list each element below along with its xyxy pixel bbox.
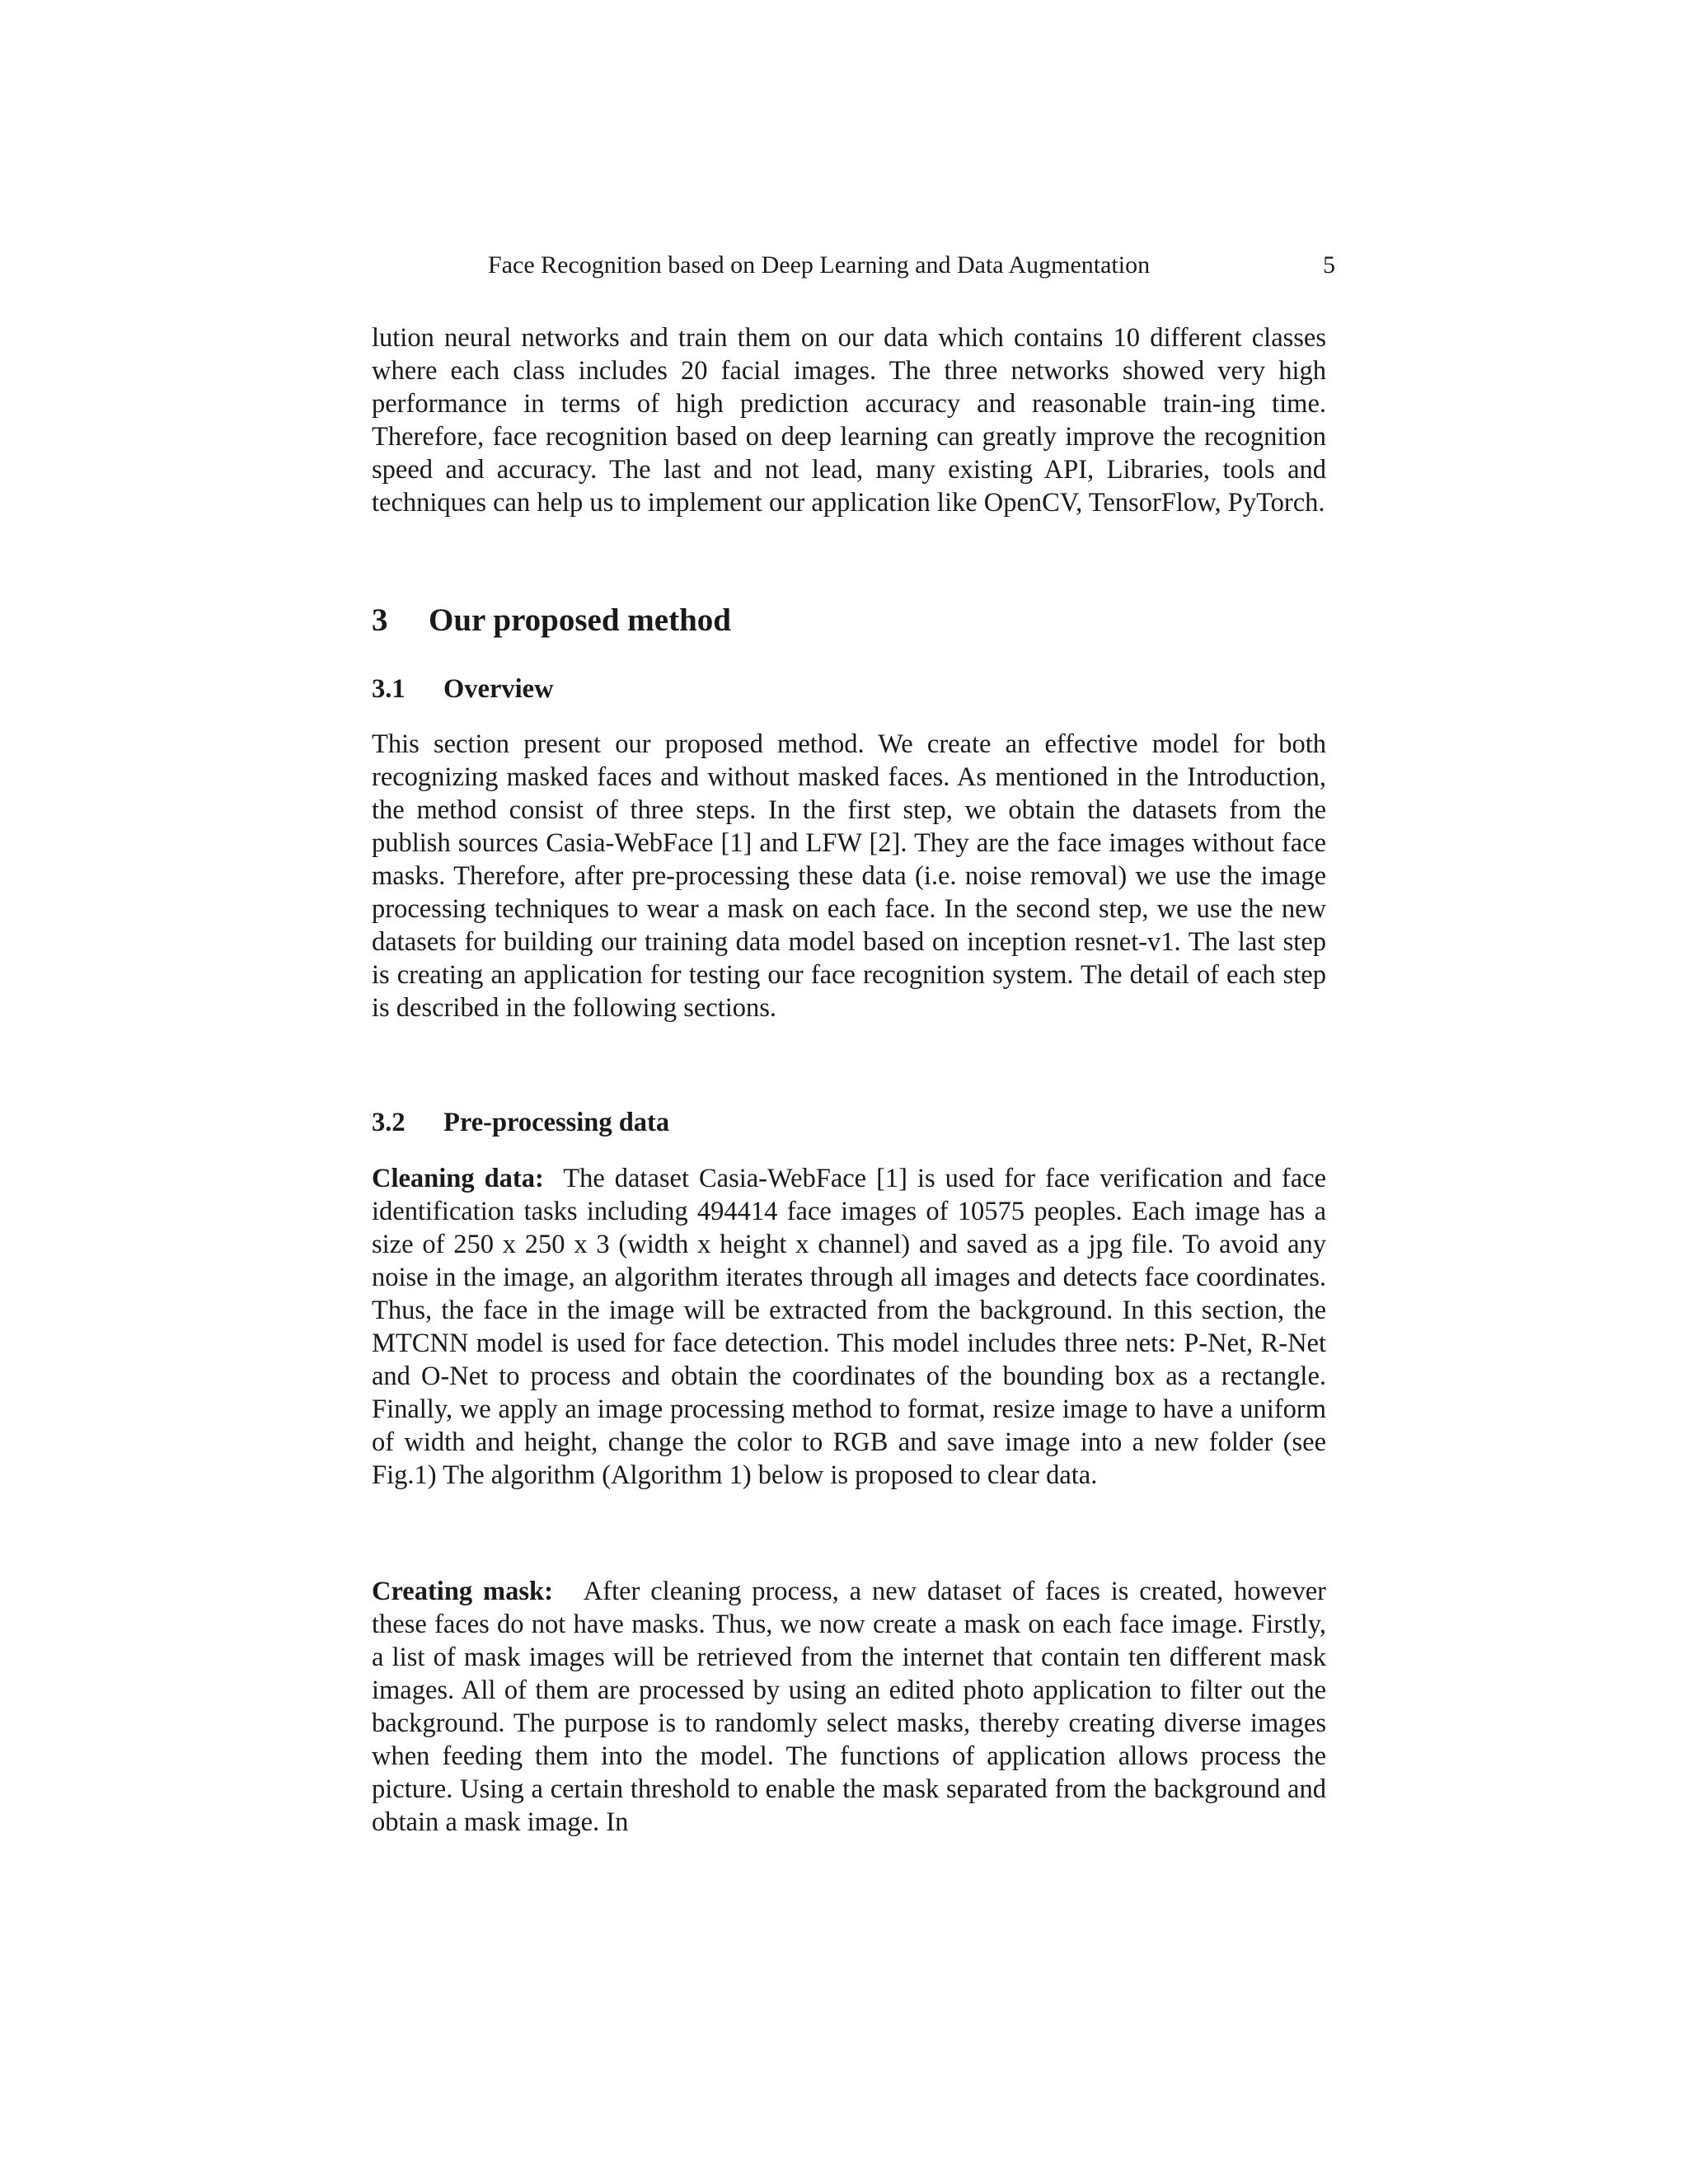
subsection-heading-overview: [372, 673, 554, 705]
cleaning-data-paragraph: [372, 1162, 1326, 1492]
subsection-number: 3.1: [372, 674, 406, 704]
creating-mask-label: Creating mask:: [372, 1577, 553, 1606]
subsection-heading-preprocessing: [372, 1106, 669, 1139]
page-number: 5: [1323, 251, 1335, 279]
cleaning-data-text: The dataset Casia-WebFace [1] is used for face verification and face identification tasks including 494414 face images of 10575 peoples. Each image has a size of 250 x 250 x 3 (width x height x channel) and saved as a jpg file. To avoid any noise in the image, an algorithm iterates through all images and detects face coordinates. Thus, the face in the image will be extracted from the background. In this section, the MTCNN model is used for face detection. This model includes three nets: P-Net, R-Net and O-Net to process and obtain the coordinates of the bounding box as a rectangle. Finally, we apply an image processing method to format, resize image to have a uniform of width and height, change the color to RGB and save image into a new folder (see Fig.1) The algorithm (Algorithm 1) below is proposed to clear data.: [372, 1164, 1326, 1490]
running-title: Face Recognition based on Deep Learning and Data Augmentation: [488, 251, 1151, 279]
subsection-title: Pre-processing data: [443, 1108, 670, 1137]
intro-continuation-paragraph: lution neural networks and train them on our data which contains 10 different classes where each class includes 20 facial images. The three networks showed very high performance in terms of high prediction accuracy and reasonable train-ing time. Therefore, face recognition based on deep learning can greatly improve the recognition speed and accuracy. The last and not lead, many existing API, Libraries, tools and techniques can help us to implement our application like OpenCV, TensorFlow, PyTorch.: [372, 323, 1326, 518]
running-header: [488, 249, 1335, 282]
section-title: Our proposed method: [429, 602, 731, 638]
section-heading: [372, 600, 731, 641]
creating-mask-text: After cleaning process, a new dataset of faces is created, however these faces do not have masks. Thus, we now create a mask on each face image. Firstly, a list of mask images will be retrieved from the internet that contain ten different mask images. All of them are processed by using an edited photo application to filter out the background. The purpose is to randomly select masks, thereby creating diverse images when feeding them into the model. The functions of application allows process the picture. Using a certain threshold to enable the mask separated from the background and obtain a mask image. In: [372, 1577, 1326, 1837]
cleaning-data-label: Cleaning data:: [372, 1164, 544, 1193]
section-number: 3: [372, 602, 388, 638]
subsection-title: Overview: [443, 674, 554, 704]
subsection-number: 3.2: [372, 1108, 406, 1137]
overview-paragraph: This section present our proposed method. We create an effective model for both recognizing masked faces and without masked faces. As mentioned in the Introduction, the method consist of three steps. In the first step, we obtain the datasets from the publish sources Casia-WebFace [1] and LFW [2]. They are the face images without face masks. Therefore, after pre-processing these data (i.e. noise removal) we use the image processing techniques to wear a mask on each face. In the second step, we use the new datasets for building our training data model based on inception resnet-v1. The last step is creating an application for testing our face recognition system. The detail of each step is described in the following sections.: [372, 729, 1326, 1023]
creating-mask-paragraph: [372, 1575, 1326, 1839]
